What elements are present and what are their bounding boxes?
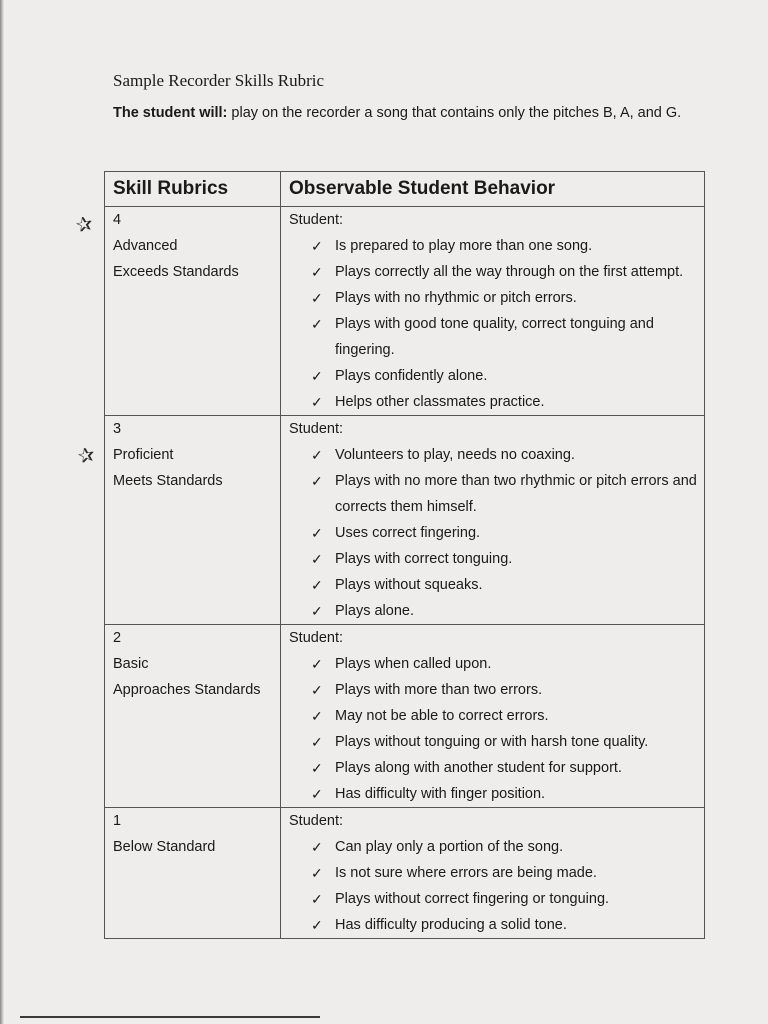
list-item	[311, 546, 704, 572]
behavior-text: Plays correctly all the way through on the first attempt.	[335, 264, 684, 280]
checkmark-icon: ✓	[311, 447, 323, 463]
behavior-text: Plays without squeaks.	[335, 577, 483, 593]
table-row	[105, 207, 705, 416]
list-item	[311, 755, 704, 781]
checkmark-icon: ✓	[311, 551, 323, 567]
checkmark-icon: ✓	[311, 656, 323, 672]
behavior-text: Plays alone.	[335, 603, 414, 619]
rubric-level: Proficient	[113, 447, 174, 463]
checkmark-icon: ✓	[311, 525, 323, 541]
behavior-text: Plays with correct tonguing.	[335, 551, 513, 567]
list-item	[311, 389, 704, 415]
header-skill-rubrics: Skill Rubrics	[105, 172, 281, 207]
student-label: Student:	[289, 630, 344, 646]
table-row	[105, 416, 705, 625]
checkmark-icon: ✓	[311, 394, 323, 410]
behavior-text: Helps other classmates practice.	[335, 394, 545, 410]
list-item	[311, 363, 704, 389]
list-item	[311, 233, 704, 259]
behavior-text: Plays with no more than two rhythmic or pitch errors and corrects them himself.	[335, 473, 697, 515]
rubric-level: Below Standard	[113, 839, 216, 855]
rubric-standard: Exceeds Standards	[113, 264, 239, 280]
checkmark-icon: ✓	[311, 760, 323, 776]
intro-label: The student will:	[113, 105, 228, 121]
checkmark-icon: ✓	[311, 734, 323, 750]
behavior-cell	[281, 808, 705, 939]
rubric-standard: Meets Standards	[113, 473, 223, 489]
list-item	[311, 834, 704, 860]
rubric-score: 3	[113, 421, 122, 437]
table-row	[105, 625, 705, 808]
checkmark-icon: ✓	[311, 290, 323, 306]
list-item	[311, 703, 704, 729]
checkmark-icon: ✓	[311, 682, 323, 698]
rubric-level: Advanced	[113, 238, 178, 254]
star-icon: ✰	[76, 443, 97, 469]
intro-paragraph	[113, 100, 703, 127]
behavior-list	[289, 442, 704, 624]
page-title: Sample Recorder Skills Rubric	[113, 71, 325, 90]
behavior-text: Is not sure where errors are being made.	[335, 865, 597, 881]
checkmark-icon: ✓	[311, 473, 323, 489]
checkmark-icon: ✓	[311, 603, 323, 619]
list-item	[311, 259, 704, 285]
list-item	[311, 781, 704, 807]
checkmark-icon: ✓	[311, 708, 323, 724]
list-item	[311, 677, 704, 703]
list-item	[311, 572, 704, 598]
behavior-text: Uses correct fingering.	[335, 525, 481, 541]
list-item	[311, 651, 704, 677]
behavior-text: Volunteers to play, needs no coaxing.	[335, 447, 575, 463]
behavior-text: Has difficulty with finger position.	[335, 786, 546, 802]
behavior-list	[289, 651, 704, 807]
table-row	[105, 808, 705, 939]
behavior-text: May not be able to correct errors.	[335, 708, 549, 724]
rubric-level: Basic	[113, 656, 149, 672]
behavior-cell	[281, 416, 705, 625]
behavior-text: Plays without tonguing or with harsh tone quality.	[335, 734, 649, 750]
checkmark-icon: ✓	[311, 316, 323, 332]
rubric-score: 2	[113, 630, 122, 646]
list-item	[311, 520, 704, 546]
student-label: Student:	[289, 421, 344, 437]
skill-rubric-cell	[105, 416, 281, 625]
behavior-text: Plays with more than two errors.	[335, 682, 543, 698]
behavior-text: Can play only a portion of the song.	[335, 839, 564, 855]
behavior-text: Plays when called upon.	[335, 656, 492, 672]
list-item	[311, 311, 704, 363]
rubric-standard: Approaches Standards	[113, 682, 261, 698]
list-item	[311, 729, 704, 755]
rubric-body	[105, 207, 705, 939]
checkmark-icon: ✓	[311, 917, 323, 933]
list-item	[311, 886, 704, 912]
behavior-list	[289, 834, 704, 938]
checkmark-icon: ✓	[311, 865, 323, 881]
student-label: Student:	[289, 813, 344, 829]
checkmark-icon: ✓	[311, 786, 323, 802]
checkmark-icon: ✓	[311, 368, 323, 384]
behavior-text: Plays along with another student for support.	[335, 760, 622, 776]
star-icon: ✰	[74, 212, 95, 238]
skill-rubric-cell	[105, 808, 281, 939]
list-item	[311, 285, 704, 311]
list-item	[311, 912, 704, 938]
list-item	[311, 468, 704, 520]
header-observable-behavior: Observable Student Behavior	[281, 172, 705, 207]
behavior-text: Plays without correct fingering or tonguing.	[335, 891, 610, 907]
rubric-table	[104, 171, 705, 939]
list-item	[311, 442, 704, 468]
behavior-text: Plays confidently alone.	[335, 368, 488, 384]
behavior-text: Is prepared to play more than one song.	[335, 238, 593, 254]
rubric-score: 1	[113, 813, 122, 829]
checkmark-icon: ✓	[311, 238, 323, 254]
behavior-cell	[281, 625, 705, 808]
behavior-text: Plays with no rhythmic or pitch errors.	[335, 290, 577, 306]
intro-text: play on the recorder a song that contains only the pitches B, A, and G.	[227, 105, 682, 121]
table-header-row	[105, 172, 705, 207]
skill-rubric-cell	[105, 207, 281, 416]
scan-bottom-line	[20, 1016, 320, 1018]
student-label: Student:	[289, 212, 344, 228]
rubric-score: 4	[113, 212, 122, 228]
list-item	[311, 598, 704, 624]
skill-rubric-cell	[105, 625, 281, 808]
behavior-text: Has difficulty producing a solid tone.	[335, 917, 567, 933]
behavior-cell	[281, 207, 705, 416]
behavior-list	[289, 233, 704, 415]
list-item	[311, 860, 704, 886]
behavior-text: Plays with good tone quality, correct tonguing and fingering.	[335, 316, 654, 358]
scan-edge-shadow	[0, 0, 4, 1024]
checkmark-icon: ✓	[311, 264, 323, 280]
checkmark-icon: ✓	[311, 891, 323, 907]
checkmark-icon: ✓	[311, 577, 323, 593]
checkmark-icon: ✓	[311, 839, 323, 855]
